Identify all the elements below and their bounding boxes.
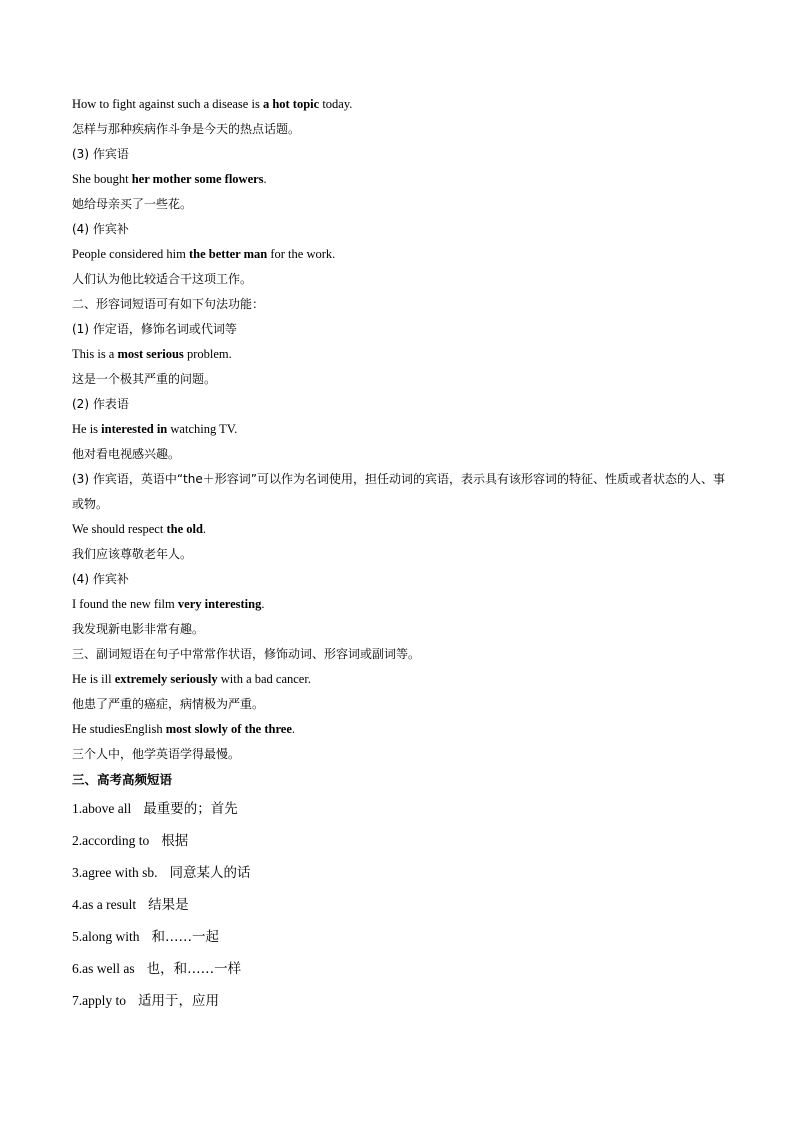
sub-heading: (4) 作宾补 (72, 572, 129, 586)
sub-heading: (4) 作宾补 (72, 222, 129, 236)
sentence-zh: 三个人中，他学英语学得最慢。 (72, 747, 241, 761)
phrase-item: 4.as a result 结果是 (72, 897, 189, 913)
sentence-zh: 人们认为他比较适合干这项工作。 (72, 272, 253, 286)
sentence-en: He is interested in watching TV. (72, 422, 238, 436)
section-heading: 三、副词短语在句子中常常作状语，修饰动词、形容词或副词等。 (72, 647, 421, 661)
sentence-zh: 我们应该尊敬老年人。 (72, 547, 193, 561)
document-page (72, 92, 732, 1017)
sentence-en: I found the new film very interesting. (72, 597, 265, 611)
sentence-en: We should respect the old. (72, 522, 207, 536)
sentence-zh: 这是一个极其严重的问题。 (72, 372, 217, 386)
sub-heading: (1) 作定语，修饰名词或代词等 (72, 322, 237, 336)
sentence-en: How to fight against such a disease is a hot topic today. (72, 97, 353, 111)
sentence-zh: 他对看电视感兴趣。 (72, 447, 181, 461)
sentence-en: This is a most serious problem. (72, 347, 232, 361)
sub-heading: (2) 作表语 (72, 397, 129, 411)
sentence-zh: 他患了严重的癌症，病情极为严重。 (72, 697, 265, 711)
phrase-item: 2.according to 根据 (72, 833, 189, 849)
section-heading: 二、形容词短语可有如下句法功能： (72, 297, 265, 311)
sub-heading: (3) 作宾语 (72, 147, 129, 161)
sentence-zh: 她给母亲买了一些花。 (72, 197, 193, 211)
sentence-en: People considered him the better man for the work. (72, 247, 336, 261)
sentence-en: He studiesEnglish most slowly of the three. (72, 722, 296, 736)
sub-heading-paragraph: (3) 作宾语，英语中“the＋形容词”可以作为名词使用，担任动词的宾语，表示具有该形容词的特征、性质或者状态的人、事或物。 (72, 472, 725, 511)
phrase-item: 5.along with 和……一起 (72, 929, 219, 945)
phrase-item: 3.agree with sb. 同意某人的话 (72, 865, 251, 881)
phrase-item: 6.as well as 也，和……一样 (72, 961, 242, 977)
sentence-en: She bought her mother some flowers. (72, 172, 267, 186)
phrases-heading: 三、高考高频短语 (72, 772, 173, 787)
phrase-item: 1.above all 最重要的；首先 (72, 801, 238, 817)
sentence-en: He is ill extremely seriously with a bad cancer. (72, 672, 311, 686)
sentence-zh: 我发现新电影非常有趣。 (72, 622, 205, 636)
sentence-zh: 怎样与那种疾病作斗争是今天的热点话题。 (72, 122, 301, 136)
phrase-item: 7.apply to 适用于，应用 (72, 993, 219, 1009)
